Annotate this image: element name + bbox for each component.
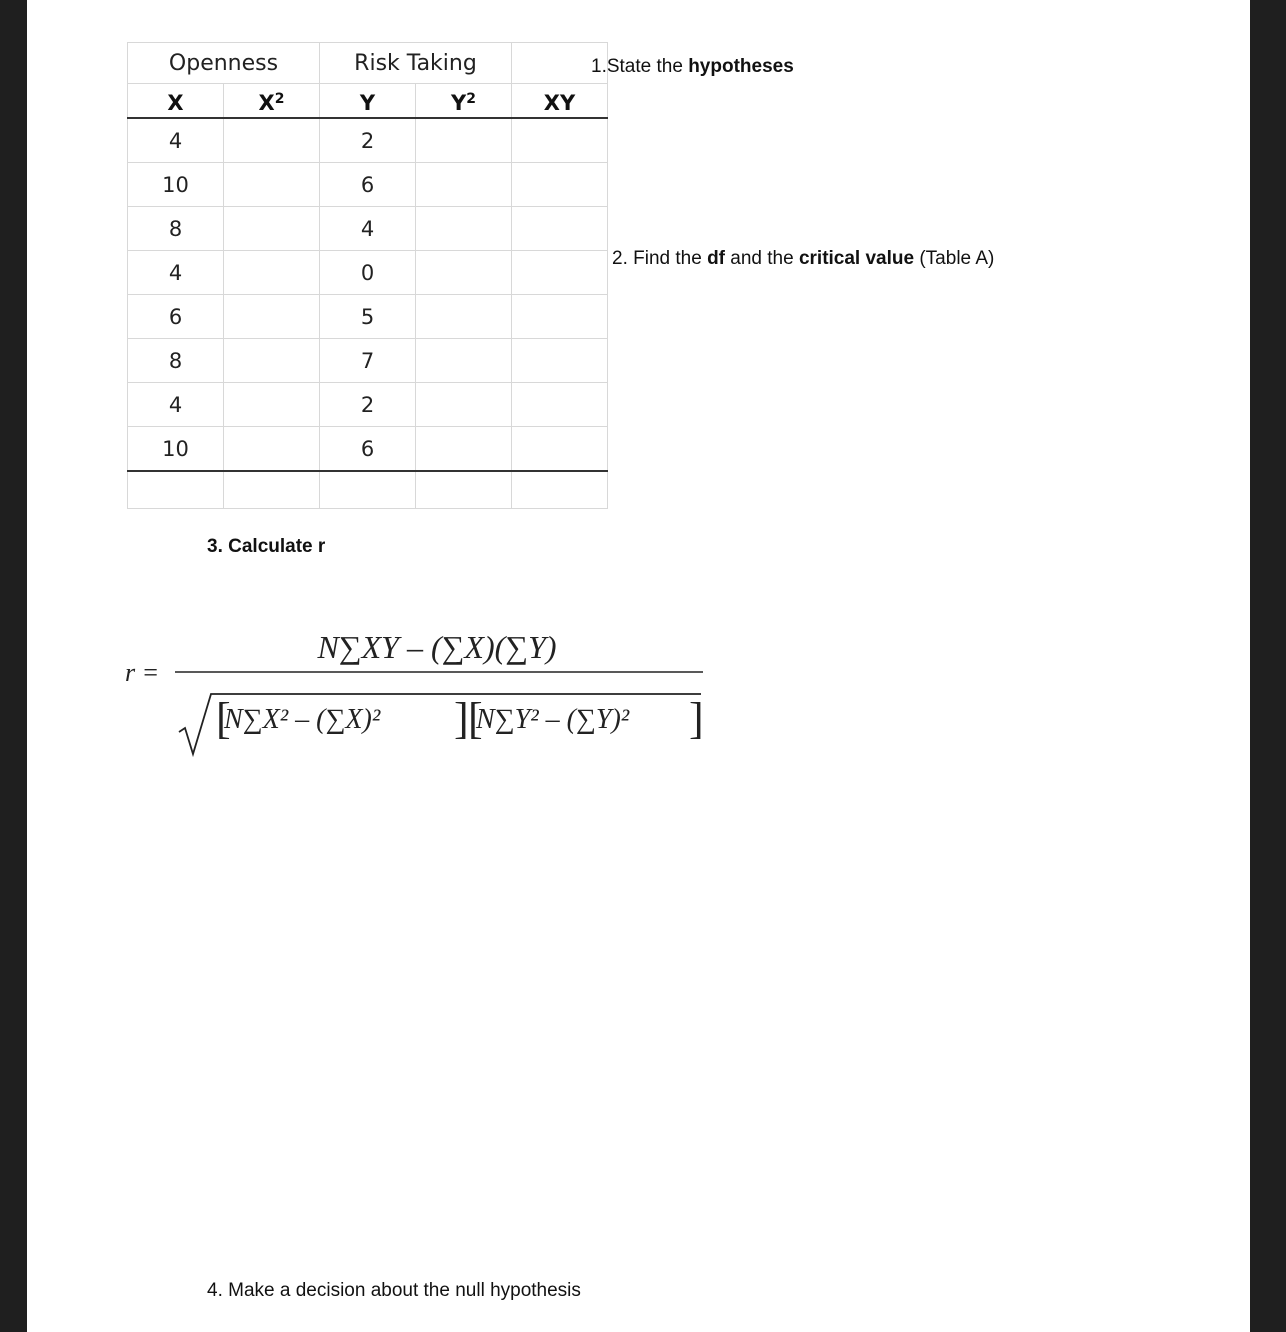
question-3: 3. Calculate r [207,536,326,557]
cell-x: 8 [128,339,224,383]
question-2: 2. Find the df and the critical value (Table A) [612,248,995,269]
cell-y: 6 [320,163,416,207]
cell-x-squared [224,295,320,339]
group-header-row [128,43,608,84]
cell-xy [512,427,608,472]
cell-y-squared [416,339,512,383]
cell-y-squared [416,163,512,207]
totals-row [128,471,608,509]
bracket-open-1: [ [216,694,231,743]
formula-lhs: r = [125,658,160,687]
formula-denominator-x: N∑X² – (∑X)² [224,704,381,735]
question-1: 1.State the hypotheses [591,56,794,77]
pearson-r-formula [117,610,717,760]
cell-y: 6 [320,427,416,472]
cell-x-squared [224,383,320,427]
table-row [128,339,608,383]
total-y-squared [416,471,512,509]
cell-y: 7 [320,339,416,383]
bracket-open-2: [ [468,694,483,743]
cell-y: 5 [320,295,416,339]
cell-x: 8 [128,207,224,251]
cell-x-squared [224,427,320,472]
formula-denominator-y: N∑Y² – (∑Y)² [476,704,630,735]
total-x [128,471,224,509]
bracket-close-1: ] [454,694,469,743]
cell-xy [512,251,608,295]
cell-y: 2 [320,383,416,427]
table-row [128,251,608,295]
question-4: 4. Make a decision about the null hypothesis [207,1280,581,1301]
cell-x-squared [224,207,320,251]
cell-xy [512,295,608,339]
header-x: X [128,84,224,119]
cell-y-squared [416,427,512,472]
formula-numerator: N∑XY – (∑X)(∑Y) [317,629,557,665]
cell-xy [512,118,608,163]
total-y [320,471,416,509]
cell-x: 4 [128,383,224,427]
table-row [128,383,608,427]
table-row [128,118,608,163]
correlation-table [127,42,608,509]
cell-x: 10 [128,427,224,472]
cell-x-squared [224,118,320,163]
cell-xy [512,163,608,207]
group-header-risk-taking: Risk Taking [320,43,512,84]
table-row [128,163,608,207]
table-row [128,207,608,251]
cell-y-squared [416,383,512,427]
table-row [128,295,608,339]
cell-xy [512,207,608,251]
column-header-row [128,84,608,119]
header-y-squared: $Y^2$ [416,84,512,119]
bracket-close-2: ] [689,694,704,743]
cell-y-squared [416,251,512,295]
cell-y: 2 [320,118,416,163]
table-row [128,427,608,472]
cell-x-squared [224,339,320,383]
cell-x: 10 [128,163,224,207]
cell-xy [512,383,608,427]
cell-y: 4 [320,207,416,251]
cell-x: 4 [128,118,224,163]
group-header-openness: Openness [128,43,320,84]
total-xy [512,471,608,509]
header-y: Y [320,84,416,119]
total-x-squared [224,471,320,509]
cell-x: 4 [128,251,224,295]
cell-x-squared [224,251,320,295]
cell-xy [512,339,608,383]
cell-y: 0 [320,251,416,295]
cell-y-squared [416,118,512,163]
cell-x-squared [224,163,320,207]
header-xy: XY [512,84,608,119]
cell-y-squared [416,295,512,339]
cell-x: 6 [128,295,224,339]
worksheet-page [27,0,1250,1332]
cell-y-squared [416,207,512,251]
header-x-squared: $X^2$ [224,84,320,119]
